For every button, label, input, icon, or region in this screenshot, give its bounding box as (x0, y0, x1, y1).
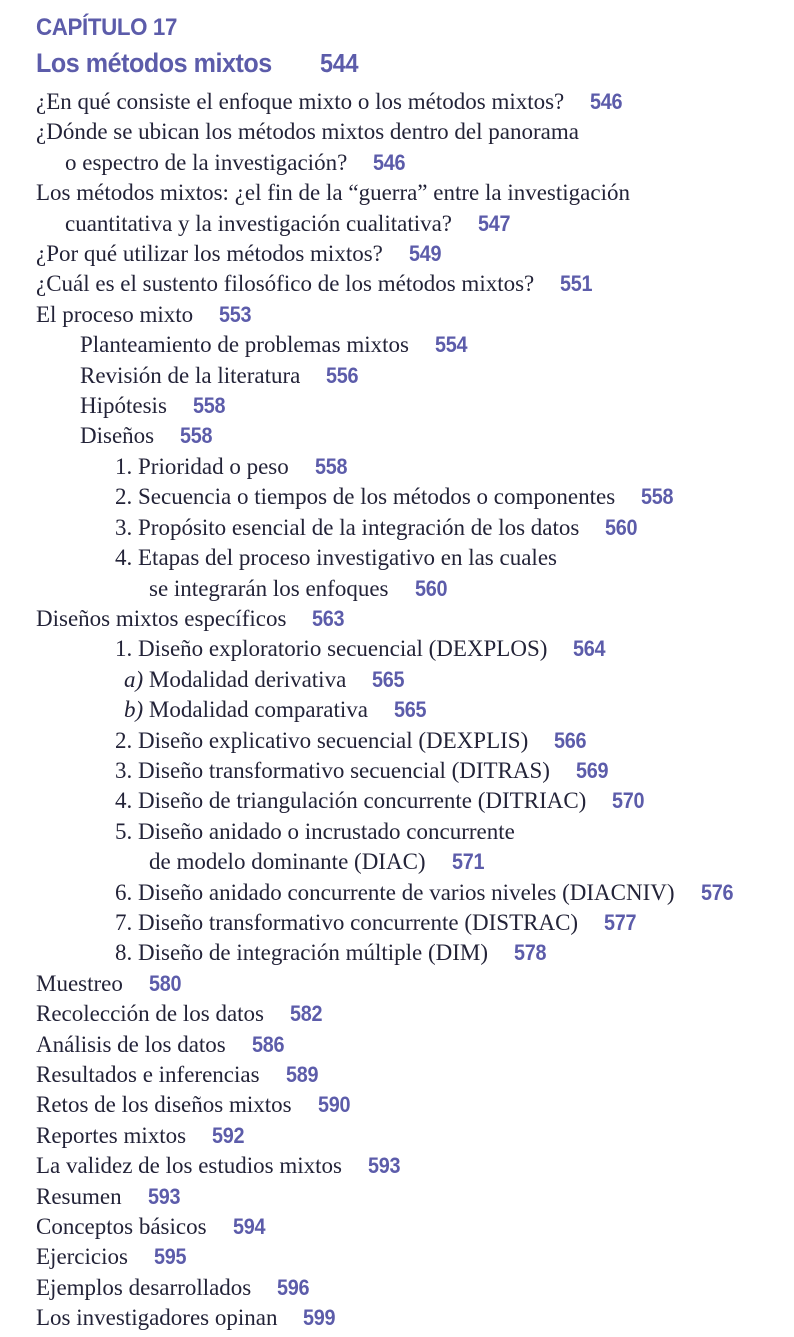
entry-letter-marker: a) (124, 666, 149, 692)
entry-text: Modalidad comparativa (148, 697, 368, 723)
entry-page-number: 593 (367, 1153, 401, 1179)
entry-text: Conceptos básicos (36, 1214, 207, 1240)
toc-entry (36, 604, 786, 634)
entry-text: Hipótesis (80, 393, 167, 419)
entry-text: Ejemplos desarrollados (36, 1274, 252, 1300)
toc-list (36, 87, 786, 1334)
entry-page-number: 594 (232, 1214, 265, 1240)
entry-text: ¿Dónde se ubican los métodos mixtos dentro del panorama (36, 119, 579, 145)
entry-text: Análisis de los datos (36, 1031, 226, 1057)
entry-text: Resultados e inferencias (36, 1062, 260, 1087)
toc-entry (36, 999, 786, 1029)
entry-text: 1. Diseño exploratorio secuencial (DEXPLOS) (115, 636, 548, 662)
toc-entry (36, 178, 786, 208)
toc-entry (36, 1273, 786, 1303)
toc-entry (115, 938, 786, 968)
toc-entry (124, 695, 786, 725)
entry-text: Diseños (80, 423, 155, 449)
entry-text: El proceso mixto (36, 301, 194, 327)
chapter-kicker-row (36, 11, 786, 47)
toc-entry (115, 878, 786, 908)
entry-text: Diseños mixtos específicos (36, 605, 287, 631)
entry-text: Modalidad derivativa (148, 666, 347, 692)
entry-page-number: 595 (153, 1244, 187, 1270)
entry-text: ¿Cuál es el sustento filosófico de los métodos mixtos? (36, 271, 535, 297)
entry-page-number: 590 (317, 1092, 350, 1118)
entry-text: 8. Diseño de integración múltiple (DIM) (115, 940, 489, 966)
toc-entry (65, 209, 786, 239)
toc-entry (36, 300, 786, 330)
entry-page-number: 599 (303, 1305, 336, 1331)
entry-text: Retos de los diseños mixtos (36, 1092, 292, 1118)
entry-page-number: 558 (314, 453, 347, 479)
entry-page-number: 549 (408, 241, 442, 267)
entry-text: o espectro de la investigación? (65, 149, 348, 175)
chapter-page-number: 544 (319, 48, 358, 78)
entry-text: 5. Diseño anidado o incrustado concurrente (115, 818, 515, 844)
entry-page-number: 560 (414, 575, 447, 601)
toc-entry (65, 148, 786, 178)
toc-entry (36, 239, 786, 269)
entry-text: se integrarán los enfoques (149, 575, 389, 601)
toc-entry (115, 482, 786, 512)
entry-text: 1. Prioridad o peso (115, 453, 289, 479)
entry-text: ¿En qué consiste el enfoque mixto o los métodos mixtos? (36, 89, 565, 114)
toc-entry (36, 969, 786, 999)
entry-page-number: 570 (612, 788, 645, 814)
entry-page-number: 547 (478, 210, 511, 236)
entry-page-number: 571 (451, 849, 484, 875)
entry-page-number: 565 (393, 697, 427, 723)
toc-entry (149, 574, 786, 604)
toc-entry (115, 786, 786, 816)
toc-entry (124, 665, 786, 695)
toc-entry (36, 269, 786, 299)
entry-page-number: 589 (285, 1062, 318, 1087)
entry-page-number: 563 (312, 605, 345, 631)
toc-entry (36, 1151, 786, 1181)
toc-entry (80, 421, 786, 451)
entry-page-number: 569 (575, 757, 609, 783)
entry-text: Los investigadores opinan (36, 1305, 278, 1331)
entry-page-number: 546 (590, 89, 623, 114)
entry-text: Reportes mixtos (36, 1122, 187, 1148)
entry-page-number: 554 (434, 332, 468, 358)
entry-text: Los métodos mixtos: ¿el fin de la “guerra” entre la investigación (36, 180, 630, 206)
toc-entry (115, 513, 786, 543)
entry-page-number: 546 (373, 149, 406, 175)
entry-page-number: 577 (604, 909, 637, 935)
toc-entry (36, 1030, 786, 1060)
toc-entry (36, 1182, 786, 1212)
entry-text: 3. Diseño transformativo secuencial (DITRAS) (115, 757, 550, 783)
entry-text: Revisión de la literatura (80, 362, 301, 388)
toc-entry (115, 726, 786, 756)
entry-page-number: 582 (290, 1001, 323, 1027)
entry-page-number: 556 (326, 362, 359, 388)
toc-entry (36, 1060, 786, 1090)
entry-page-number: 558 (192, 393, 226, 419)
entry-text: 6. Diseño anidado concurrente de varios niveles (DIACNIV) (115, 879, 675, 905)
entry-page-number: 560 (605, 514, 638, 540)
entry-text: 3. Propósito esencial de la integración de los datos (115, 514, 580, 540)
toc-entry (115, 817, 786, 847)
entry-text: Planteamiento de problemas mixtos (80, 332, 409, 358)
entry-text: Muestreo (36, 970, 123, 996)
toc-entry (115, 908, 786, 938)
toc-entry (80, 361, 786, 391)
toc-entry (36, 1121, 786, 1151)
toc-entry (115, 543, 786, 573)
entry-letter-marker: b) (124, 697, 149, 723)
entry-page-number: 558 (641, 484, 674, 510)
entry-page-number: 586 (251, 1031, 284, 1057)
entry-page-number: 592 (212, 1122, 245, 1148)
toc-entry (36, 1242, 786, 1272)
entry-text: Ejercicios (36, 1244, 128, 1270)
entry-page-number: 551 (560, 271, 593, 297)
entry-text: cuantitativa y la investigación cualitativa? (65, 210, 453, 236)
entry-text: 4. Etapas del proceso investigativo en las cuales (115, 545, 557, 571)
toc-entry (115, 756, 786, 786)
toc-entry (149, 847, 786, 877)
entry-text: Resumen (36, 1183, 122, 1209)
toc-entry (36, 87, 786, 117)
toc-entry (80, 330, 786, 360)
toc-entry (36, 1090, 786, 1120)
entry-page-number: 565 (372, 666, 405, 692)
chapter-title-row (36, 47, 786, 84)
entry-text: 4. Diseño de triangulación concurrente (DITRIAC) (115, 788, 587, 814)
entry-page-number: 578 (514, 940, 547, 966)
entry-page-number: 580 (148, 970, 182, 996)
toc-entry (115, 452, 786, 482)
entry-page-number: 558 (180, 423, 213, 449)
toc-entry (115, 634, 786, 664)
toc-entry (36, 117, 786, 147)
entry-text: La validez de los estudios mixtos (36, 1153, 342, 1179)
entry-page-number: 576 (700, 879, 733, 905)
toc-entry (36, 1303, 786, 1333)
entry-page-number: 566 (554, 727, 587, 753)
entry-page-number: 564 (573, 636, 606, 662)
entry-page-number: 553 (219, 301, 252, 327)
entry-text: Recolección de los datos (36, 1001, 265, 1027)
entry-text: 7. Diseño transformativo concurrente (DISTRAC) (115, 909, 579, 935)
toc-entry (36, 1212, 786, 1242)
chapter-title: Los métodos mixtos (36, 48, 272, 78)
entry-text: 2. Diseño explicativo secuencial (DEXPLIS) (115, 727, 529, 753)
entry-text: de modelo dominante (DIAC) (149, 849, 426, 875)
entry-text: ¿Por qué utilizar los métodos mixtos? (36, 241, 383, 267)
entry-page-number: 593 (147, 1183, 180, 1209)
chapter-kicker: CAPÍTULO 17 (36, 14, 178, 41)
entry-text: 2. Secuencia o tiempos de los métodos o componentes (115, 484, 616, 510)
toc-entry (80, 391, 786, 421)
entry-page-number: 596 (277, 1274, 310, 1300)
